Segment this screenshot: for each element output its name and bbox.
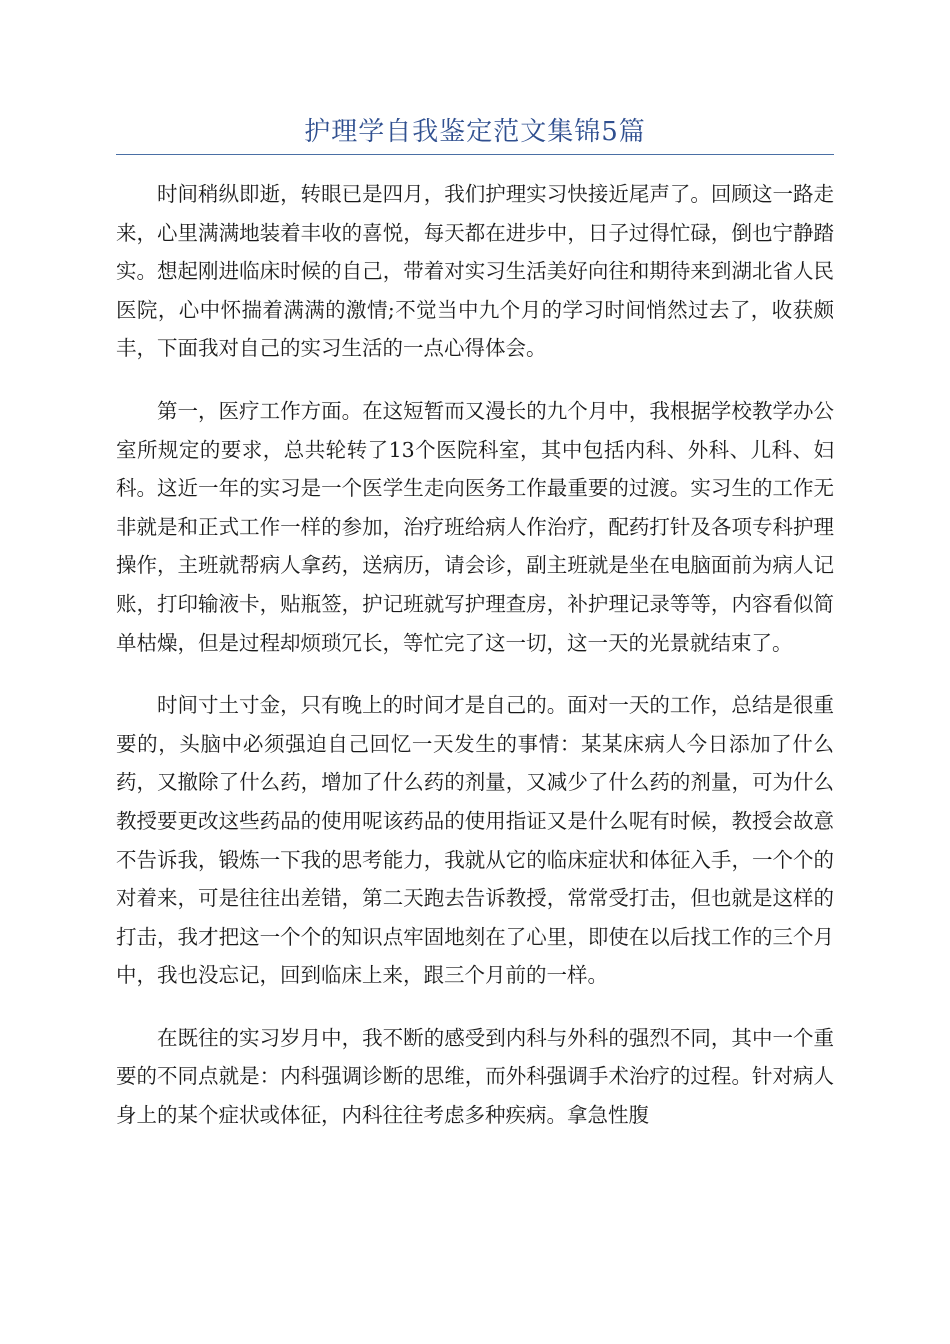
document-body bbox=[116, 175, 834, 1159]
title-divider bbox=[116, 154, 834, 155]
document-title: 护理学自我鉴定范文集锦5篇 bbox=[304, 117, 646, 147]
paragraph-3: 时间寸土寸金，只有晚上的时间才是自己的。面对一天的工作，总结是很重要的，头脑中必须强迫自己回忆一天发生的事情：某某床病人今日添加了什么药，又撤除了什么药，增加了什么药的剂量，又减少了什么药的剂量，可为什么教授要更改这些药品的使用呢该药品的使用指证又是什么呢有时候，教授会故意不告诉我，锻炼一下我的思考能力，我就从它的临床症状和体征入手，一个个的对着来，可是往往出差错，第二天跑去告诉教授，常常受打击，但也就是这样的打击，我才把这一个个的知识点牢固地刻在了心里，即使在以后找工作的三个月中，我也没忘记，回到临床上来，跟三个月前的一样。 bbox=[116, 693, 834, 988]
paragraph-4: 在既往的实习岁月中，我不断的感受到内科与外科的强烈不同，其中一个重要的不同点就是：内科强调诊断的思维，而外科强调手术治疗的过程。针对病人身上的某个症状或体征，内科往往考虑多种疾病。拿急性腹 bbox=[116, 1025, 834, 1128]
paragraph-2: 第一，医疗工作方面。在这短暂而又漫长的九个月中，我根据学校教学办公室所规定的要求，总共轮转了13个医院科室，其中包括内科、外科、儿科、妇科。这近一年的实习是一个医学生走向医务工作最重要的过渡。实习生的工作无非就是和正式工作一样的参加，治疗班给病人作治疗，配药打针及各项专科护理操作，主班就帮病人拿药，送病历，请会诊，副主班就是坐在电脑面前为病人记账，打印输液卡，贴瓶签，护记班就写护理查房，补护理记录等等，内容看似简单枯燥，但是过程却烦琐冗长，等忙完了这一切，这一天的光景就结束了。 bbox=[116, 398, 834, 655]
paragraph-1: 时间稍纵即逝，转眼已是四月，我们护理实习快接近尾声了。回顾这一路走来，心里满满地装着丰收的喜悦，每天都在进步中，日子过得忙碌，倒也宁静踏实。想起刚进临床时候的自己，带着对实习生活美好向往和期待来到湖北省人民医院，心中怀揣着满满的激情;不觉当中九个月的学习时间悄然过去了，收获颇丰，下面我对自己的实习生活的一点心得体会。 bbox=[116, 182, 834, 361]
